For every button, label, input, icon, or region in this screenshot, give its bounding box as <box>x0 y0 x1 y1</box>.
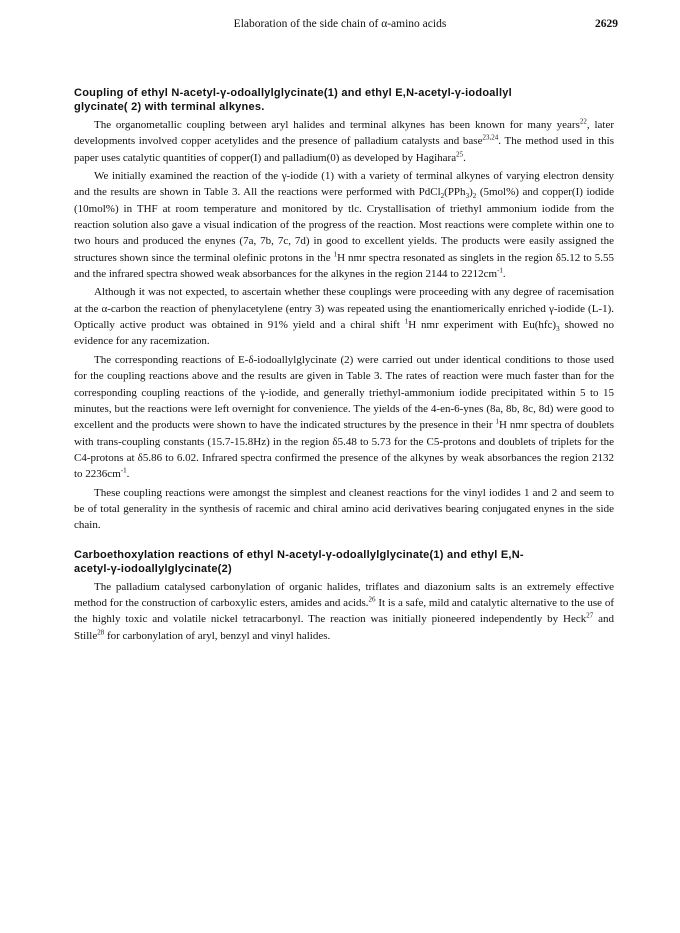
section-heading-carboethoxylation <box>74 548 614 576</box>
citation: 25 <box>456 150 464 159</box>
heading-line: Carboethoxylation reactions of ethyl N-acetyl-γ-odoallylglycinate(1) and ethyl E,N- <box>74 548 524 561</box>
text-run: H nmr experiment with Eu(hfc) <box>408 319 557 332</box>
subscript: 3 <box>465 192 470 201</box>
article-body <box>74 86 614 646</box>
text-run: ) <box>469 186 473 199</box>
text-run: These coupling reactions were amongst the simplest and cleanest reactions for the vinyl iodides 1 and 2 and seem to be of total generality in the synthesis of racemic and chiral amino acid derivatives bearing conjugated enynes in the side chain. <box>74 486 614 532</box>
text-run: The palladium catalysed carbonylation of organic halides, triflates and diazonium salts is an extremely effective method for the construction of carboxylic esters, amides and acids. <box>74 580 614 609</box>
text-run: . <box>502 268 506 281</box>
paragraph <box>74 168 614 282</box>
superscript: -1 <box>497 266 503 275</box>
subscript: 2 <box>440 192 445 201</box>
text-run: for carbonylation of aryl, benzyl and vinyl halides. <box>104 629 331 642</box>
citation: 23,24 <box>482 133 499 142</box>
text-run: . The method used in this paper uses catalytic quantities of copper(I) and palladium(0) as developed by Hagihara <box>74 135 615 164</box>
text-run: H nmr spectra of doublets with trans-coupling constants (15.7-15.8Hz) in the region δ5.48 to 5.73 for the C5-protons and doublets of triplets for the C4-protons at δ5.86 to 6.02. Infrared spectra confirmed the presence of the alkynes by weak absorbances the region 2132 to 2236cm <box>74 419 615 481</box>
heading-line: acetyl-γ-iodoallylglycinate(2) <box>74 562 232 575</box>
text-run: . <box>126 468 130 481</box>
section-spacer <box>74 536 614 548</box>
text-run: , later developments involved copper acetylides and the presence of palladium catalysts and base <box>74 119 614 148</box>
citation: 22 <box>579 117 587 126</box>
text-run: showed no evidence for any racemization. <box>74 319 615 348</box>
paragraph <box>74 117 614 166</box>
citation: 26 <box>368 595 376 604</box>
text-run: H nmr spectra resonated as singlets in the region δ5.12 to 5.55 and the infrared spectra showed weak absorbances for the alkynes in the region 2144 to 2212cm <box>74 251 614 281</box>
paragraph <box>74 579 614 644</box>
subscript: 2 <box>472 192 477 201</box>
citation: 28 <box>97 627 105 636</box>
text-run: We initially examined the reaction of the γ-iodide (1) with a variety of terminal alkynes of varying electron density and the results are shown in Table 3. All the reactions were performed with PdCl <box>74 170 614 199</box>
text-run: and Stille <box>74 613 615 642</box>
superscript: -1 <box>120 466 127 475</box>
page-number: 2629 <box>595 18 618 30</box>
paragraph <box>74 485 614 534</box>
paragraph <box>74 284 614 349</box>
superscript: 1 <box>404 317 409 326</box>
heading-line: glycinate( 2) with terminal alkynes. <box>74 101 265 113</box>
paragraph <box>74 352 614 483</box>
superscript: 1 <box>495 417 499 426</box>
text-run: The organometallic coupling between aryl halides and terminal alkynes has been known for many years <box>94 119 580 131</box>
citation: 27 <box>586 611 594 620</box>
subscript: 3 <box>556 325 560 334</box>
superscript: 1 <box>333 250 338 259</box>
text-run: . <box>463 151 466 164</box>
text-run: It is a safe, mild and catalytic alternative to the use of the highly toxic and volatile nickel tetracarbonyl. The reaction was initially pioneered independently by Heck <box>74 596 614 626</box>
heading-line: Coupling of ethyl N-acetyl-γ-odoallylglycinate(1) and ethyl E,N-acetyl-γ-iodoallyl <box>74 87 512 99</box>
text-run: The corresponding reactions of E-δ-iodoallylglycinate (2) were carried out under identical conditions to those used for the coupling reactions above and the results are given in Table 3. The rates of reaction were much faster than for the corresponding coupling reactions of the γ-iodide, and generally triethyl-ammonium iodide precipitated within 5 to 15 minutes, but the reactions were left overnight for convenience. The yields of the 4-en-6-ynes (8a, 8b, 8c, 8d) were good to excellent and the products were shown to have the indicated structures by the presence in their <box>74 353 614 432</box>
running-title: Elaboration of the side chain of α-amino acids <box>233 18 447 30</box>
text-run: Although it was not expected, to ascertain whether these couplings were proceeding with any degree of racemisation at the α-carbon the reaction of phenylacetylene (entry 3) was repeated using the enantiomerically enriched γ-iodide (L-1). Optically active product was obtained in 91% yield and a chiral shift <box>74 286 614 332</box>
section-heading-coupling <box>74 86 614 114</box>
text-run: (5mol%) and copper(I) iodide (10mol%) in THF at room temperature and monitored by tlc. Crystallisation of triethyl ammonium iodide from the reaction solution also gave a visual indication of the progress of the reaction. Most reactions were complete within one to two hours and produced the enynes (7a, 7b, 7c, 7d) in good to excellent yields. The products were easily assigned the structures shown since the terminal olefinic protons in the <box>74 186 614 264</box>
text-run: (PPh <box>444 186 466 199</box>
